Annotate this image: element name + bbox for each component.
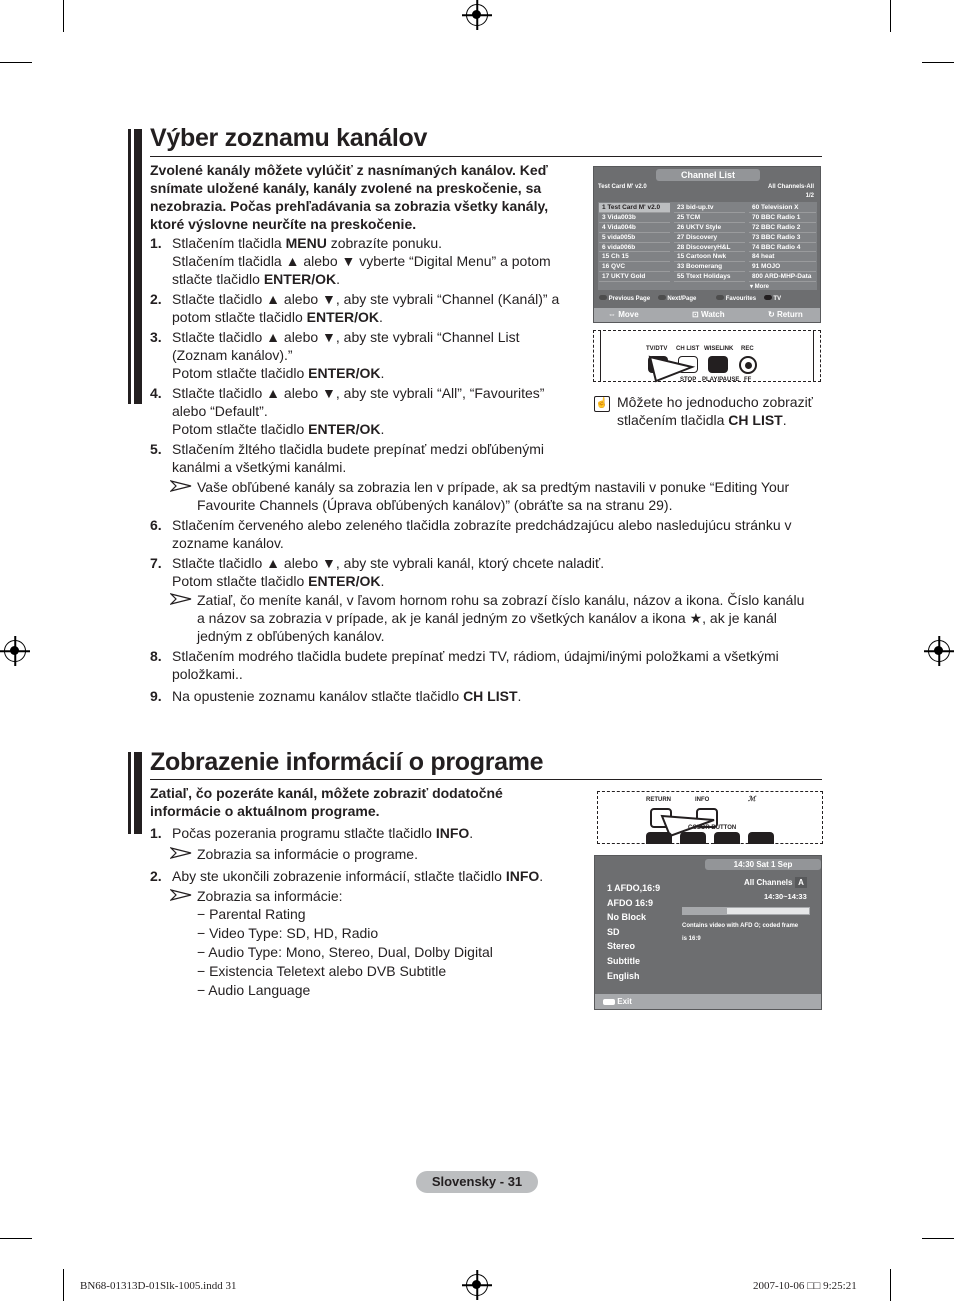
registration-mark-icon [466,4,488,26]
section-intro: Zvolené kanály môžete vylúčiť z nasnímaných kanálov. Keď snímate uložené kanály, kanály zvolené na preskočenie, sa nezobrazia. Počas prehľadávania sa zobrazia všetky kanály, ktoré výslovne neurčíte na preskočenie. [150,162,549,232]
channel-row[interactable]: 15 Ch 15 [599,252,670,262]
current-channel: Test Card M' v2.0 [598,184,647,190]
channel-row[interactable]: 84 heat [749,252,816,262]
channel-badge: A [795,877,807,888]
channel-row[interactable]: 17 UKTV Gold [599,272,670,282]
rec-button[interactable] [739,356,757,374]
blue-button-icon [764,295,772,300]
channel-row[interactable]: 4 Vida004b [599,223,670,233]
crop-mark [0,1238,32,1239]
step-1: 1. Počas pozerania programu stlačte tlačidlo INFO. [150,825,474,841]
return-hint: ↻ Return [768,310,803,319]
crop-mark [890,1269,891,1301]
registration-mark-icon [466,1274,488,1296]
channel-row[interactable]: 74 BBC Radio 4 [749,243,816,253]
channel-row[interactable]: 25 TCM [674,213,745,223]
return-label: RETURN [646,797,671,803]
channel-row[interactable]: 3 Vida003b [599,213,670,223]
channel-row[interactable]: 60 Television X [749,203,816,213]
step-5: 5. Stlačením žltého tlačidla budete prepínať medzi obľúbenými kanálmi a všetkými kanálmi. [150,441,544,475]
crop-mark [922,1238,954,1239]
registration-mark-icon [928,640,950,662]
channel-row[interactable]: 6 vida006b [599,243,670,253]
wiselink-button[interactable] [708,356,728,373]
crop-mark [63,1269,64,1301]
program-progress-fill [683,908,727,914]
section-intro: Zatiaľ, čo pozeráte kanál, môžete zobraziť dodatočné informácie o aktuálnom programe. [150,785,503,819]
time-range: 14:30~14:33 [764,892,807,901]
info-item: − Audio Type: Mono, Stereo, Dual, Dolby Digital [197,944,493,960]
channel-column-3 [749,203,816,282]
step-4: 4. Stlačte tlačidlo ▲ alebo ▼, aby ste vybrali “All”, “Favourites” alebo “Default”. Potom stlačte tlačidlo ENTER/OK. [150,385,545,437]
program-progress-bar [682,907,810,915]
channel-row[interactable]: 800 ARD-MHP-Data [749,272,816,282]
yellow-button-icon [716,295,724,300]
rec-label: REC [741,346,754,352]
stop-label: STOP [680,377,697,383]
green-button-icon [658,295,666,300]
title-rule [150,156,822,157]
channel-list-footer [594,308,820,322]
program-info-screen [594,855,822,1010]
crop-mark [0,62,32,63]
blue-button[interactable] [748,832,774,844]
channel-row[interactable]: 15 Cartoon Nwk [674,252,745,262]
anynet-logo-icon: ℳ [748,796,756,803]
info-label: INFO [695,797,710,803]
channel-row[interactable]: 23 bid-up.tv [674,203,745,213]
wiselink-label: WISELINK [704,346,734,352]
note-5: Vaše obľúbené kanály sa zobrazia len v prípade, ak sa predtým nastavili v ponuke “Editing Your Favourite Channels (Úprava obľúbených kanálov)” (obráťte sa na stranu 29). [170,478,830,514]
channel-filter: All Channels-All [767,184,814,190]
info-item: − Parental Rating [197,906,306,922]
clock: 14:30 Sat 1 Sep [705,859,821,870]
remote-illustration [593,330,821,382]
channel-row[interactable]: 91 MOJO [749,262,816,272]
channel-row[interactable]: 5 vida005b [599,233,670,243]
color-legend: Previous Page Next/Page Favourites TV [599,295,817,302]
section-bar [128,752,142,834]
channel-row[interactable]: 1 Test Card M' v2.0 [599,203,670,213]
play-pause-label: PLAY/PAUSE [702,377,740,383]
watch-hint: ⊡ Watch [692,310,725,319]
arrow-note-icon [170,480,192,492]
channel-row[interactable]: 26 UKTV Style [674,223,745,233]
note-1: Zobrazia sa informácie o programe. [170,845,580,863]
section-title: Výber zoznamu kanálov [150,124,428,152]
crop-mark [922,62,954,63]
more-link[interactable]: ▾ More [750,284,770,290]
channel-list-screen [593,166,821,323]
step-9: 9. Na opustenie zoznamu kanálov stlačte tlačidlo CH LIST. [150,688,522,704]
title-rule [150,779,822,780]
tv-dtv-label: TV/DTV [646,346,668,352]
step-8: 8. Stlačením modrého tlačidla budete prepínať medzi TV, rádiom, údajmi/inými položkami a všetkými položkami.. [150,648,779,682]
section-title: Zobrazenie informácií o programe [150,748,544,776]
channel-row[interactable]: 27 Discovery [674,233,745,243]
exit-icon [603,999,615,1005]
all-channels-label: All Channels [744,878,793,887]
side-note: Môžete ho jednoducho zobraziť stlačením tlačidla CH LIST. [617,394,813,428]
step-7: 7. Stlačte tlačidlo ▲ alebo ▼, aby ste vybrali kanál, ktorý chcete naladiť. Potom stlačte tlačidlo ENTER/OK. [150,555,605,589]
hand-icon: ☝ [594,396,610,412]
program-info-left: 1 AFDO,16:9 AFDO 16:9 No Block SD Stereo Subtitle English [607,883,661,981]
channel-row[interactable]: 28 DiscoveryH&L [674,243,745,253]
yellow-button[interactable] [714,832,740,844]
channel-row[interactable]: 72 BBC Radio 2 [749,223,816,233]
channel-list-title: Channel List [656,169,760,181]
info-item: − Audio Language [197,982,311,998]
red-button[interactable] [646,832,672,844]
move-hint: ⇔ Move [608,310,639,319]
channel-column-1 [599,203,670,282]
page-number: Slovensky - 31 [416,1171,538,1193]
crop-mark [890,0,891,32]
ch-list-label: CH LIST [676,346,700,352]
arrow-note-icon [170,847,192,859]
ff-label: FF [744,377,752,383]
page-indicator: 1/2 [805,193,814,199]
color-button-label: COLOR BUTTON [688,825,737,831]
program-description: Contains video with AFD O; coded frame is 16:9 [682,923,799,942]
footer-date: 2007-10-06 □□ 9:25:21 [753,1280,857,1292]
channel-row[interactable]: 70 BBC Radio 1 [749,213,816,223]
info-footer [595,994,821,1009]
footer-file: BN68-01313D-01Slk-1005.indd 31 [80,1280,237,1292]
crop-mark [63,0,64,32]
section-bar [128,129,142,404]
step-1: 1. Stlačením tlačidla MENU zobrazíte ponuku. Stlačením tlačidla ▲ alebo ▼ vyberte “Digital Menu” a potom stlačte tlačidlo ENTER/OK. [150,235,551,287]
arrow-note-icon [170,593,192,605]
channel-row[interactable]: 16 QVC [599,262,670,272]
note-7: Zatiaľ, čo meníte kanál, v ľavom hornom rohu sa zobrazí číslo kanálu, názov a ikona. Číslo kanálu a názov sa zobrazia v prípade, ak je kanál jedným zo všetkých kanálov a ikona ★, ak je kanál jedným z obľúbených kanálov. [170,591,830,645]
step-2: 2. Stlačte tlačidlo ▲ alebo ▼, aby ste vybrali “Channel (Kanál)” a potom stlačte tlačidlo ENTER/OK. [150,291,560,325]
channel-row[interactable]: 73 BBC Radio 3 [749,233,816,243]
remote-illustration [597,791,823,844]
step-3: 3. Stlačte tlačidlo ▲ alebo ▼, aby ste vybrali “Channel List (Zoznam kanálov).” Potom stlačte tlačidlo ENTER/OK. [150,329,520,381]
channel-row[interactable]: 55 Ttext Holidays [674,272,745,282]
note-2: Zobrazia sa informácie: [170,887,580,905]
registration-mark-icon [4,640,26,662]
info-item: − Existencia Teletext alebo DVB Subtitle [197,963,447,979]
exit-hint[interactable]: Exit [603,994,632,1009]
red-button-icon [599,295,607,300]
green-button[interactable] [680,832,706,844]
channel-column-2 [674,203,745,282]
channel-row[interactable]: 33 Boomerang [674,262,745,272]
arrow-note-icon [170,889,192,901]
step-6: 6. Stlačením červeného alebo zeleného tlačidla zobrazíte predchádzajúcu alebo nasledujúcu stránku v zozname kanálov. [150,517,792,551]
info-item: − Video Type: SD, HD, Radio [197,925,379,941]
step-2: 2. Aby ste ukončili zobrazenie informácií, stlačte tlačidlo INFO. [150,868,544,884]
